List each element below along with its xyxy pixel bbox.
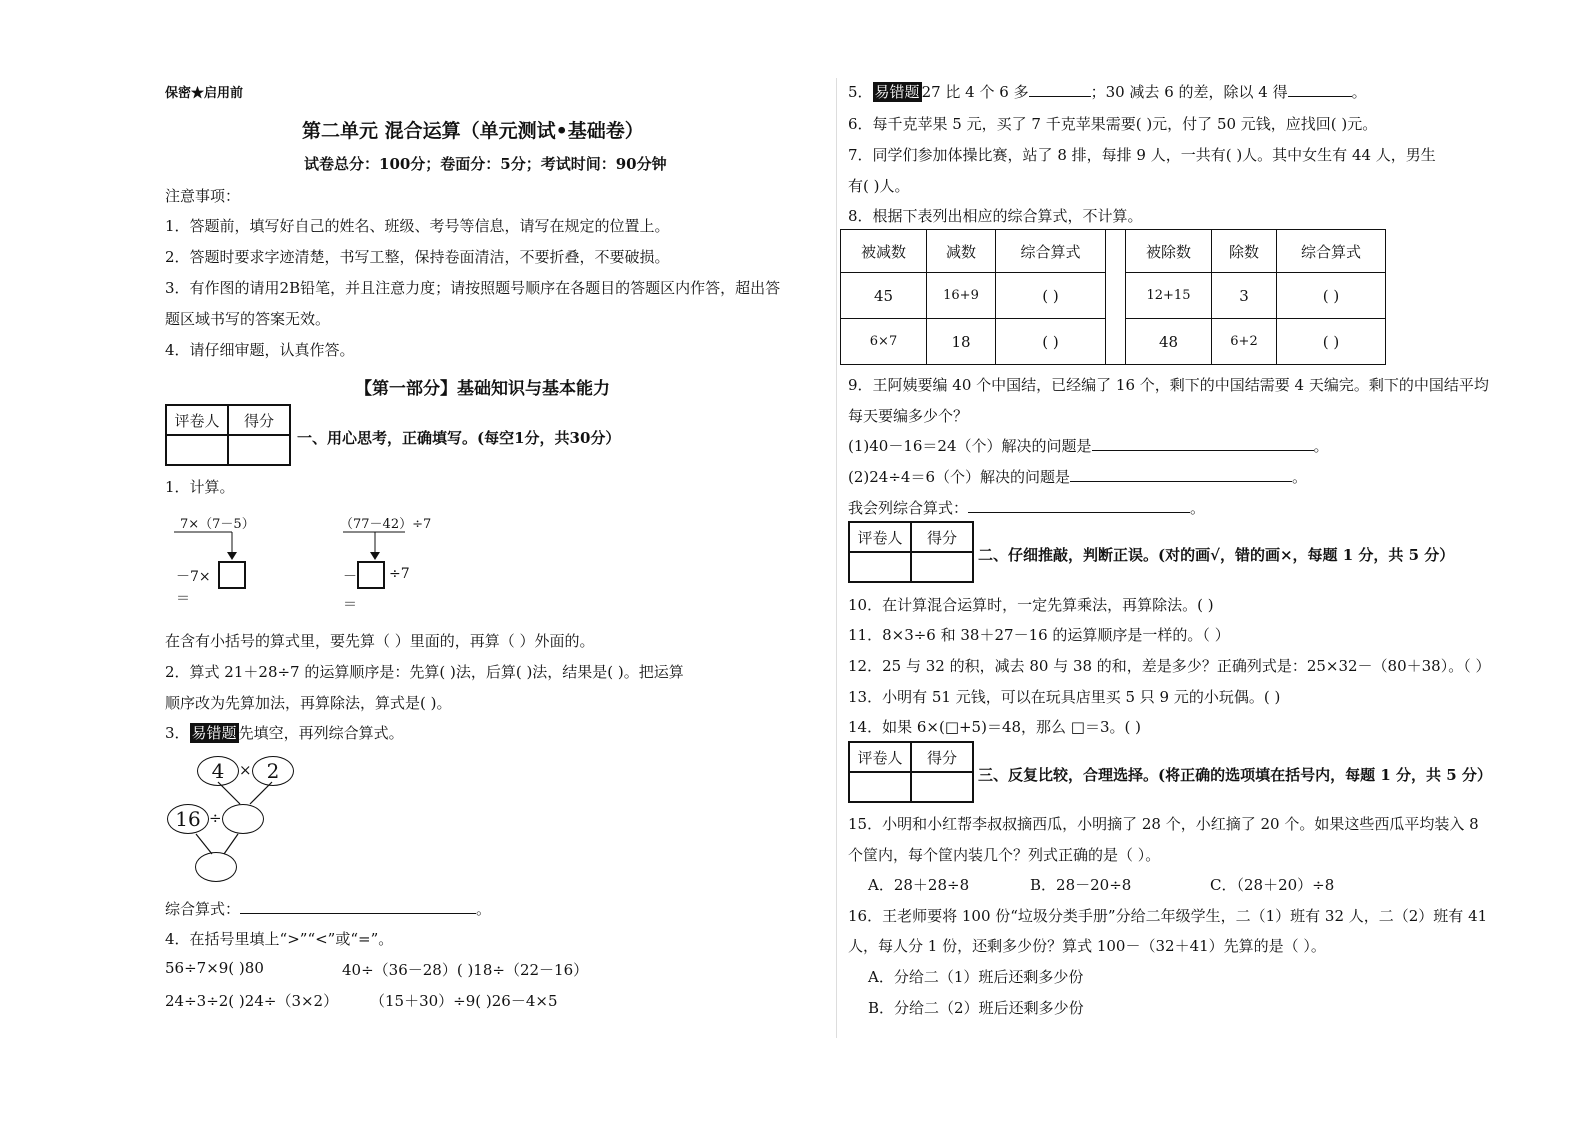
q9-combo [848, 497, 1205, 518]
grade-box-2 [848, 521, 974, 583]
page-title: 第二单元 混合运算（单元测试•基础卷） [302, 120, 644, 142]
exam-meta: 试卷总分：100分；卷面分：5分；考试时间：90分钟 [304, 155, 667, 173]
q1-text: 在含有小括号的算式里，要先算（ ）里面的，再算（ ）外面的。 [165, 632, 595, 650]
q8-cell: 48 [1126, 319, 1212, 365]
q9-line1: 9．王阿姨要编 40 个中国结，已经编了 16 个，剩下的中国结需要 4 天编完。剩下的中国结平均 [848, 376, 1489, 394]
answer-blank[interactable] [1092, 436, 1314, 451]
q4-label: 4．在括号里填上“>”“<”或“=”。 [165, 930, 394, 948]
q8-header: 被减数 [841, 230, 927, 273]
reviewer-cell[interactable] [166, 435, 228, 465]
q8-label: 8．根据下表列出相应的综合算式，不计算。 [848, 207, 1143, 225]
q3-combo-end: 。 [476, 900, 492, 918]
q7-line1: 7．同学们参加体操比赛，站了 8 排，每排 9 人，一共有( )人。其中女生有 44 人，男生 [848, 146, 1436, 164]
q8-table [840, 229, 1386, 365]
q15-line2: 个筐内，每个筐内装几个？列式正确的是（ ）。 [848, 846, 1161, 864]
q8-header: 除数 [1212, 230, 1277, 273]
q9-sub1-text: (1)40－16＝24（个）解决的问题是 [848, 437, 1092, 455]
oval-2: 2 [252, 756, 294, 786]
reviewer-label: 评卷人 [849, 522, 911, 552]
q5-num: 5． [848, 83, 873, 101]
q5-tag: 易错题 [874, 83, 920, 101]
q1-expr1-line2: ＝ [176, 591, 190, 607]
reviewer-label: 评卷人 [166, 405, 228, 435]
q3-combo-label: 综合算式： [165, 900, 241, 918]
section1-title: 一、用心思考，正确填写。(每空1分，共30分） [297, 429, 621, 447]
q9-combo-text: 我会列综合算式： [848, 499, 969, 517]
reviewer-cell[interactable] [849, 772, 911, 802]
q8-cell: 3 [1212, 273, 1277, 319]
q9-sub1 [848, 435, 1329, 456]
q8-header: 综合算式 [1277, 230, 1386, 273]
secret-label: 保密★启用前 [165, 86, 244, 101]
score-cell[interactable] [228, 435, 290, 465]
q8-cell: 16+9 [927, 273, 996, 319]
q1-expr1: 7×（7－5） [180, 517, 255, 532]
reviewer-label: 评卷人 [849, 742, 911, 772]
q8-header: 减数 [927, 230, 996, 273]
judge-item: 14．如果 6×(□+5)＝48，那么 □＝3。( ) [848, 718, 1141, 736]
answer-blank[interactable] [240, 899, 476, 914]
note-item: 2．答题时要求字迹清楚，书写工整，保持卷面清洁，不要折叠，不要破损。 [165, 248, 670, 266]
score-label: 得分 [228, 405, 290, 435]
q3-text: 先填空，再列综合算式。 [238, 724, 404, 742]
q2-line1: 2．算式 21＋28÷7 的运算顺序是：先算( )法，后算( )法，结果是( )。把运算 [165, 663, 684, 681]
q8-cell: 45 [841, 273, 927, 319]
section3-title: 三、反复比较，合理选择。(将正确的选项填在括号内，每题 1 分，共 5 分） [978, 766, 1492, 784]
q16-line2: 人，每人分 1 份，还剩多少份？算式 100－（32＋41）先算的是（ ）。 [848, 937, 1326, 955]
q16-line1: 16．王老师要将 100 份“垃圾分类手册”分给二年级学生，二（1）班有 32 人，二（2）班有 41 [848, 907, 1488, 925]
score-label: 得分 [911, 522, 973, 552]
q9-sub2 [848, 466, 1307, 487]
judge-item: 10．在计算混合运算时，一定先算乘法，再算除法。( ) [848, 596, 1214, 614]
q8-cell: 12+15 [1126, 273, 1212, 319]
q3-heading [165, 722, 404, 743]
q2-line2: 顺序改为先算加法，再算除法，算式是( )。 [165, 694, 452, 712]
q8-answer-cell[interactable]: ( ) [996, 319, 1106, 365]
q9-sub2-text: (2)24÷4＝6（个）解决的问题是 [848, 468, 1070, 486]
notes-heading: 注意事项： [165, 187, 241, 205]
score-cell[interactable] [911, 552, 973, 582]
q8-answer-cell[interactable]: ( ) [1277, 273, 1386, 319]
q3-combo [165, 898, 491, 919]
q16-option-b[interactable]: B．分给二（2）班后还剩多少份 [868, 999, 1084, 1017]
oval-16: 16 [167, 804, 209, 834]
q6: 6．每千克苹果 5 元，买了 7 千克苹果需要( )元，付了 50 元钱，应找回( )元。 [848, 115, 1378, 133]
q8-spacer [1106, 230, 1126, 365]
q1-arrow2 [335, 528, 425, 562]
note-item: 1．答题前，填写好自己的姓名、班级、考号等信息，请写在规定的位置上。 [165, 217, 670, 235]
q4-row2a: 24÷3÷2( )24÷（3×2） [165, 992, 339, 1010]
answer-blank[interactable] [1029, 82, 1091, 97]
q9-line2: 每天要编多少个？ [848, 407, 969, 425]
answer-box[interactable] [218, 561, 246, 589]
answer-box[interactable] [357, 561, 385, 589]
q15-line1: 15．小明和小红帮李叔叔摘西瓜，小明摘了 28 个，小红摘了 20 个。如果这些西瓜平均装入 8 [848, 815, 1479, 833]
q3-tag: 易错题 [191, 724, 237, 742]
q1-expr1-line1: －7× [176, 569, 211, 585]
score-label: 得分 [911, 742, 973, 772]
q8-cell: 6+2 [1212, 319, 1277, 365]
judge-item: 13．小明有 51 元钱，可以在玩具店里买 5 只 9 元的小玩偶。( ) [848, 688, 1281, 706]
part1-title: 【第一部分】基础知识与基本能力 [355, 379, 610, 399]
answer-blank[interactable] [968, 498, 1190, 513]
q3-div: ÷ [209, 809, 222, 827]
grade-box-1 [165, 404, 291, 466]
page-divider [836, 78, 837, 1038]
judge-item: 12．25 与 32 的积，减去 80 与 38 的和，差是多少？正确列式是：25×32－（80＋38）。（ ） [848, 657, 1491, 675]
oval-answer[interactable] [222, 804, 264, 834]
q4-row1b: 40÷（36－28）( )18÷（22－16） [342, 961, 589, 979]
judge-item: 11．8×3÷6 和 38＋27－16 的运算顺序是一样的。（ ） [848, 626, 1230, 644]
q4-row1a: 56÷7×9( )80 [165, 959, 264, 977]
note-item: 题区域书写的答案无效。 [165, 310, 331, 328]
q9-sub1-end: 。 [1313, 437, 1329, 455]
q8-answer-cell[interactable]: ( ) [996, 273, 1106, 319]
answer-blank[interactable] [1288, 82, 1352, 97]
q1-label: 1．计算。 [165, 478, 235, 496]
grade-box-3 [848, 741, 974, 803]
q8-header: 综合算式 [996, 230, 1106, 273]
q8-header: 被除数 [1126, 230, 1212, 273]
q15-option-a[interactable]: A．28＋28÷8 [868, 876, 970, 894]
q15-option-b[interactable]: B．28－20÷8 [1030, 876, 1132, 894]
section2-title: 二、仔细推敲，判断正误。(对的画√，错的画×，每题 1 分，共 5 分） [978, 546, 1455, 564]
q8-cell: 6×7 [841, 319, 927, 365]
q16-option-a[interactable]: A．分给二（1）班后还剩多少份 [868, 968, 1084, 986]
oval-answer[interactable] [195, 852, 237, 882]
q1-expr2-suffix: ÷7 [389, 566, 410, 582]
q1-arrow1 [170, 528, 260, 562]
oval-4: 4 [197, 756, 239, 786]
q9-sub2-end: 。 [1292, 468, 1308, 486]
q4-row2b: （15＋30）÷9( )26－4×5 [370, 992, 558, 1010]
q1-expr2: （77－42）÷7 [340, 517, 432, 532]
note-item: 3．有作图的请用2B铅笔，并且注意力度；请按照题号顺序在各题目的答题区内作答，超出答 [165, 279, 781, 297]
reviewer-cell[interactable] [849, 552, 911, 582]
note-item: 4．请仔细审题，认真作答。 [165, 341, 355, 359]
q8-answer-cell[interactable]: ( ) [1277, 319, 1386, 365]
q15-option-c[interactable]: C．（28＋20）÷8 [1210, 876, 1335, 894]
q1-expr2-line2: ＝ [343, 597, 357, 613]
score-cell[interactable] [911, 772, 973, 802]
q9-combo-end: 。 [1190, 499, 1206, 517]
q8-cell: 18 [927, 319, 996, 365]
q5-text2: ；30 减去 6 的差，除以 4 得 [1090, 83, 1288, 101]
q5-text1: 27 比 4 个 6 多 [921, 83, 1029, 101]
q3-times: × [239, 761, 252, 779]
q7-line2: 有( )人。 [848, 177, 910, 195]
q3-num: 3． [165, 724, 190, 742]
answer-blank[interactable] [1070, 467, 1292, 482]
q5 [848, 81, 1367, 102]
q1-expr2-prefix: － [343, 569, 357, 585]
q5-end: 。 [1351, 83, 1367, 101]
